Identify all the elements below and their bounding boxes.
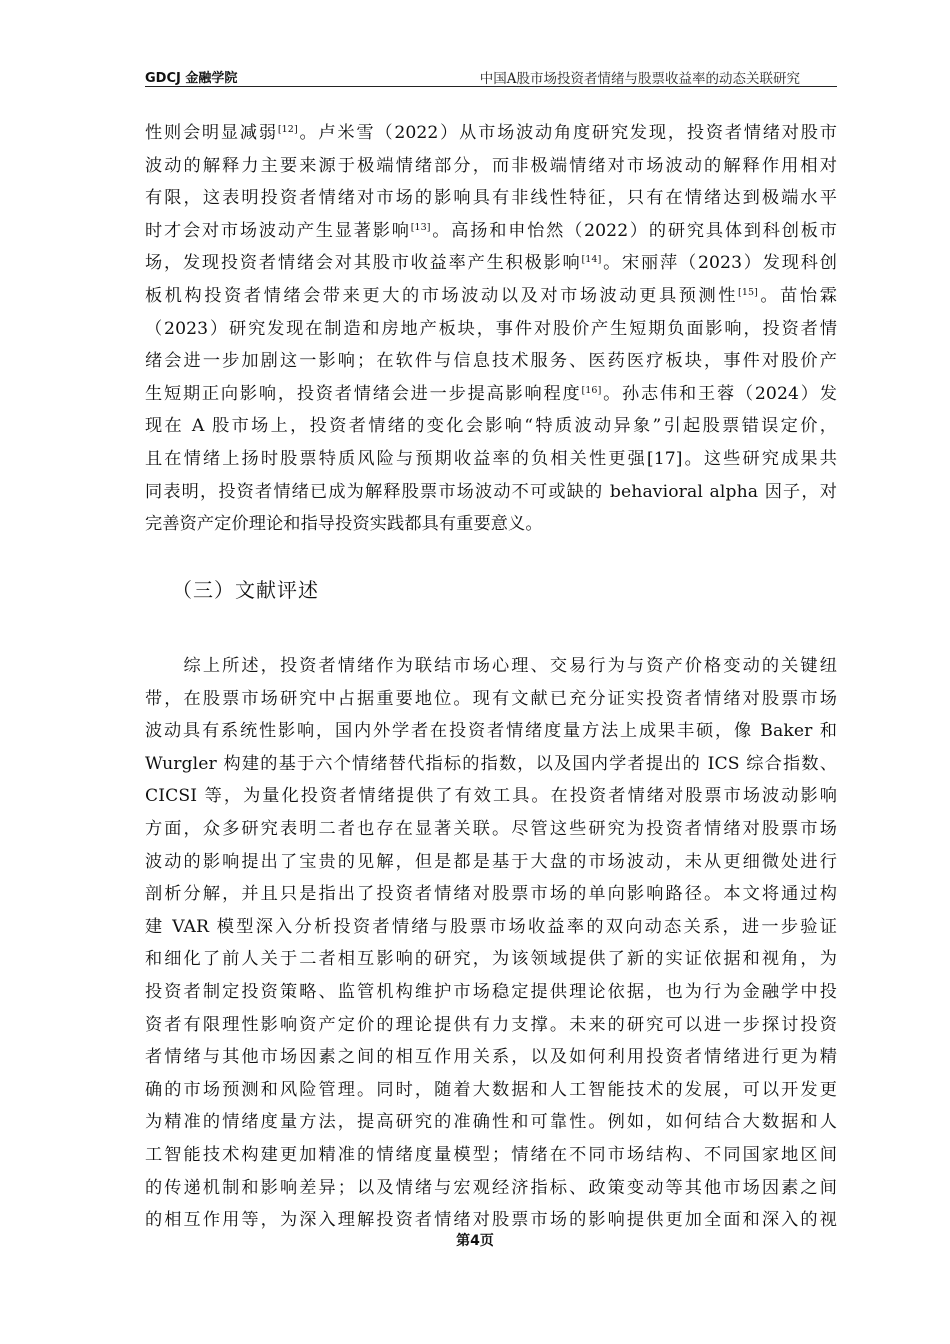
line-text: 投资者制定投资策略、监管机构维护市场稳定提供理论依据，也为行为金融学中投 bbox=[145, 981, 837, 1002]
text-line bbox=[145, 508, 837, 541]
line-text: 的相互作用等，为深入理解投资者情绪对股票市场的影响提供更加全面和深入的视 bbox=[145, 1210, 837, 1231]
line-text: 的传递机制和影响差异；以及情绪与宏观经济指标、政策变动等其他市场因素之间 bbox=[145, 1177, 837, 1198]
text-line bbox=[145, 683, 837, 716]
text-line bbox=[145, 943, 837, 976]
text-line bbox=[145, 813, 837, 846]
line-text: 有限，这表明投资者情绪对市场的影响具有非线性特征，只有在情绪达到极端水平 bbox=[145, 188, 837, 209]
text-line bbox=[145, 878, 837, 911]
line-text: 板机构投资者情绪会带来更大的市场波动以及对市场波动更具预测性 bbox=[145, 285, 739, 306]
text-line bbox=[145, 1041, 837, 1074]
line-text: 场，发现投资者情绪会对其股市收益率产生积极影响 bbox=[145, 253, 582, 274]
line-text: 完善资产定价理论和指导投资实践都具有重要意义。 bbox=[145, 514, 543, 535]
text-line bbox=[145, 1106, 837, 1139]
line-text: 方面，众多研究表明二者也存在显著关联。尽管这些研究为投资者情绪对股票市场 bbox=[145, 818, 837, 839]
text-line bbox=[145, 1009, 837, 1042]
line-text: 现在 A 股市场上，投资者情绪的变化会影响“特质波动异象”引起股票错误定价， bbox=[145, 416, 837, 437]
paragraph-literature-review-continued bbox=[145, 117, 837, 541]
text-line bbox=[145, 247, 837, 280]
line-text: CICSI 等，为量化投资者情绪提供了有效工具。在投资者情绪对股票市场波动影响 bbox=[145, 786, 837, 807]
line-text: 资者有限理性影响资产定价的理论提供有力支撑。未来的研究可以进一步探讨投资 bbox=[145, 1014, 837, 1035]
line-text: 者情绪与其他市场因素之间的相互作用关系，以及如何利用投资者情绪进行更为精 bbox=[145, 1047, 837, 1068]
page-header-title: 中国A股市场投资者情绪与股票收益率的动态关联研究 bbox=[479, 71, 800, 87]
text-line bbox=[145, 715, 837, 748]
text-line bbox=[145, 378, 837, 411]
header-divider bbox=[145, 86, 837, 87]
line-text: 绪会进一步加剧这一影响；在软件与信息技术服务、医药医疗板块，事件对股价产 bbox=[145, 351, 837, 372]
page-number: 第4页 bbox=[456, 1233, 494, 1249]
text-line bbox=[145, 313, 837, 346]
text-line bbox=[145, 215, 837, 248]
page-header-left: GDCJ 金融学院 bbox=[145, 71, 238, 86]
text-line bbox=[145, 748, 837, 781]
text-line bbox=[145, 443, 837, 476]
text-line bbox=[145, 280, 837, 313]
line-text: 确的市场预测和风险管理。同时，随着大数据和人工智能技术的发展，可以开发更 bbox=[145, 1079, 837, 1100]
citation-superscript: [16] bbox=[581, 384, 602, 396]
line-text: 综上所述，投资者情绪作为联结市场心理、交易行为与资产价格变动的关键纽 bbox=[145, 656, 837, 676]
citation-superscript: [14] bbox=[581, 254, 602, 266]
line-text: 。卢米雪（2022）从市场波动角度研究发现，投资者情绪对股市 bbox=[297, 123, 837, 143]
text-line bbox=[145, 476, 837, 509]
line-text: 建 VAR 模型深入分析投资者情绪与股票市场收益率的双向动态关系，进一步验证 bbox=[145, 916, 837, 937]
text-line bbox=[145, 911, 837, 944]
line-text: 性则会明显减弱 bbox=[145, 123, 278, 143]
citation-superscript: [15] bbox=[738, 286, 758, 298]
line-text: 生短期正向影响，投资者情绪会进一步提高影响程度 bbox=[145, 383, 582, 404]
text-line bbox=[145, 1172, 837, 1205]
paragraph-literature-summary bbox=[145, 650, 837, 1237]
text-line bbox=[145, 976, 837, 1009]
line-text: 同表明，投资者情绪已成为解释股票市场波动不可或缺的 behavioral alpha 因子，对 bbox=[145, 481, 837, 502]
text-line bbox=[145, 650, 837, 683]
line-text: 剖析分解，并且只是指出了投资者情绪对股票市场的单向影响路径。本文将通过构 bbox=[145, 884, 837, 905]
text-line bbox=[145, 150, 837, 183]
text-line bbox=[145, 345, 837, 378]
line-text: Wurgler 构建的基于六个情绪替代指标的指数，以及国内学者提出的 ICS 综合指数、 bbox=[145, 753, 837, 774]
line-text: 波动具有系统性影响，国内外学者在投资者情绪度量方法上成果丰硕，像 Baker 和 bbox=[145, 721, 837, 742]
line-text: 和细化了前人关于二者相互影响的研究，为该领域提供了新的实证依据和视角，为 bbox=[145, 949, 837, 970]
citation-superscript: [12] bbox=[277, 124, 298, 135]
citation-superscript: [13] bbox=[410, 221, 431, 233]
line-text: 。苗怡霖 bbox=[757, 285, 837, 306]
text-line bbox=[145, 117, 837, 150]
line-text: 为精准的情绪度量方法，提高研究的准确性和可靠性。例如，如何结合大数据和人 bbox=[145, 1112, 837, 1133]
line-text: 且在情绪上扬时股票特质风险与预期收益率的负相关性更强[17]。这些研究成果共 bbox=[145, 448, 837, 469]
text-line bbox=[145, 1139, 837, 1172]
line-text: 波动的解释力主要来源于极端情绪部分，而非极端情绪对市场波动的解释作用相对 bbox=[145, 155, 837, 176]
line-text: （2023）研究发现在制造和房地产板块，事件对股价产生短期负面影响，投资者情 bbox=[145, 318, 837, 339]
line-text: 时才会对市场波动产生显著影响 bbox=[145, 220, 411, 241]
line-text: 。高扬和申怡然（2022）的研究具体到科创板市 bbox=[430, 220, 837, 241]
line-text: 带，在股票市场研究中占据重要地位。现有文献已充分证实投资者情绪对股票市场 bbox=[145, 688, 837, 709]
text-line bbox=[145, 182, 837, 215]
section-heading: （三）文献评述 bbox=[172, 578, 319, 602]
text-line bbox=[145, 1074, 837, 1107]
line-text: 。孙志伟和王蓉（2024）发 bbox=[601, 383, 837, 404]
text-line bbox=[145, 780, 837, 813]
line-text: 波动的影响提出了宝贵的见解，但是都是基于大盘的市场波动，未从更细微处进行 bbox=[145, 851, 837, 872]
text-line bbox=[145, 846, 837, 879]
line-text: 。宋丽萍（2023）发现科创 bbox=[601, 253, 837, 274]
line-text: 工智能技术构建更加精准的情绪度量模型；情绪在不同市场结构、不同国家地区间 bbox=[145, 1144, 837, 1165]
text-line bbox=[145, 410, 837, 443]
